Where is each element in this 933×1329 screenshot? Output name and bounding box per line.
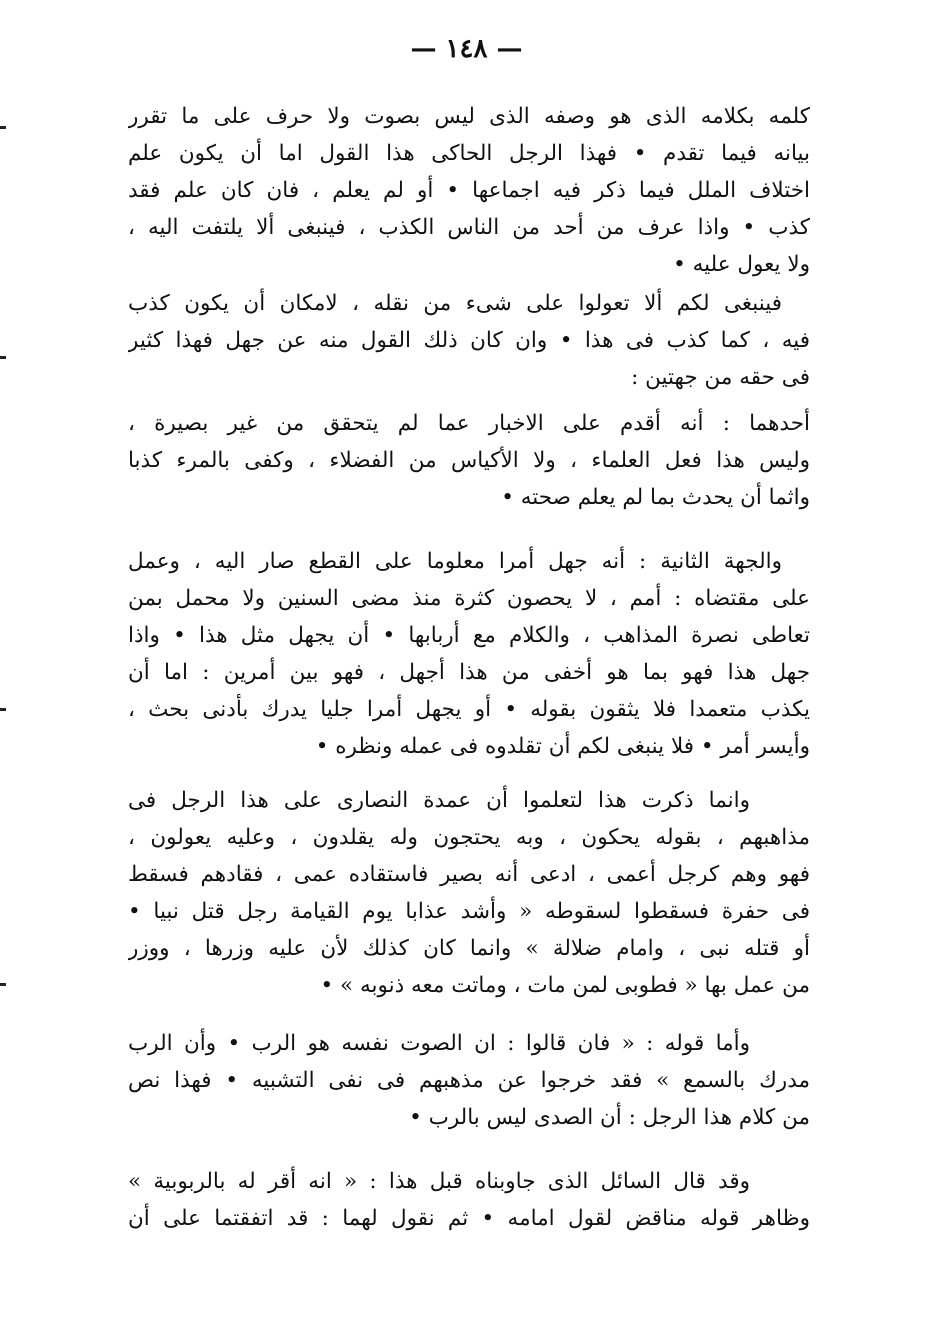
text-line: وأما قوله : « فان قالوا : ان الصوت نفسه هو الرب • وأن الرب	[128, 1031, 750, 1056]
text-line: وقد قال السائل الذى جاوبناه قبل هذا : « انه أقر له بالربوبية »	[128, 1169, 750, 1194]
scan-edge-mark	[0, 983, 6, 986]
text-line: فى حقه من جهتين :	[631, 365, 810, 390]
text-line: والجهة الثانية : أنه جهل أمرا معلوما على القطع صار اليه ، وعمل	[128, 549, 782, 574]
text-line: فيه ، كما كذب فى هذا • وان كان ذلك القول منه عن جهل فهذا كثير	[128, 328, 810, 353]
scan-edge-mark	[0, 126, 6, 129]
paragraph	[128, 1025, 810, 1136]
page-number: — ١٤٨ —	[410, 34, 523, 64]
text-line: من عمل بها « فطوبى لمن مات ، وماتت معه ذنوبه » •	[320, 973, 810, 998]
text-line: على مقتضاه : أمم ، لا يحصون كثرة منذ مضى السنين ولا محمل بمن	[128, 586, 810, 611]
scan-edge-mark	[0, 356, 6, 359]
text-line: مدرك بالسمع » فقد خرجوا عن مذهبهم فى نفى التشبيه • فهذا نص	[128, 1068, 810, 1093]
text-line: أحدهما : أنه أقدم على الاخبار عما لم يتحقق من غير بصيرة ،	[128, 411, 810, 436]
text-line: وليس هذا فعل العلماء ، ولا الأكياس من الفضلاء ، وكفى بالمرء كذبا	[128, 448, 810, 473]
text-line: من كلام هذا الرجل : أن الصدى ليس بالرب •	[409, 1105, 810, 1130]
text-line: ولا يعول عليه •	[673, 252, 810, 277]
paragraph	[128, 782, 810, 1004]
text-line: وأيسر أمر • فلا ينبغى لكم أن تقلدوه فى عمله ونظره •	[315, 734, 810, 759]
text-line: فى حفرة فسقطوا لسقوطه « وأشد عذابا يوم القيامة رجل قتل نبيا •	[128, 899, 810, 924]
text-line: اختلاف الملل فيما ذكر فيه اجماعها • أو لم يعلم ، فان كان علم فقد	[128, 178, 810, 203]
text-line: كلمه بكلامه الذى هو وصفه الذى ليس بصوت ولا حرف على ما تقرر	[128, 104, 810, 129]
paragraph	[128, 405, 810, 516]
paragraph	[128, 98, 810, 283]
text-line: أو قتله نبى ، وامام ضلالة » وانما كان كذلك لأن عليه وزرها ، ووزر	[128, 936, 810, 961]
text-line: بيانه فيما تقدم • فهذا الرجل الحاكى هذا القول اما أن يكون علم	[128, 141, 810, 166]
text-line: جهل هذا فهو بما هو أخفى من هذا أجهل ، فهو بين أمرين : اما أن	[128, 660, 810, 685]
text-line: واثما أن يحدث بما لم يعلم صحته •	[501, 485, 810, 510]
text-line: تعاطى نصرة المذاهب ، والكلام مع أربابها • أن يجهل مثل هذا • واذا	[128, 623, 810, 648]
text-line: وانما ذكرت هذا لتعلموا أن عمدة النصارى على هذا الرجل فى	[128, 788, 750, 813]
scan-edge-mark	[0, 708, 6, 711]
text-line: فينبغى لكم ألا تعولوا على شىء من نقله ، لامكان أن يكون كذب	[128, 291, 782, 316]
paragraph	[128, 285, 810, 396]
text-line: وظاهر قوله مناقض لقول امامه • ثم نقول لهما : قد اتفقتما على أن	[128, 1206, 810, 1231]
text-line: يكذب متعمدا فلا يثقون بقوله • أو يجهل أمرا جليا يدرك بأدنى بحث ،	[128, 697, 810, 722]
paragraph	[128, 1163, 810, 1237]
text-line: مذاهبهم ، بقوله يحكون ، وبه يحتجون وله يقلدون ، وعليه يعولون ،	[128, 825, 810, 850]
text-line: فهو وهم كرجل أعمى ، ادعى أنه بصير فاستقاده عمى ، فقادهم فسقط	[128, 862, 810, 887]
paragraph	[128, 543, 810, 765]
text-line: كذب • واذا عرف من أحد من الناس الكذب ، فينبغى ألا يلتفت اليه ،	[128, 215, 810, 240]
